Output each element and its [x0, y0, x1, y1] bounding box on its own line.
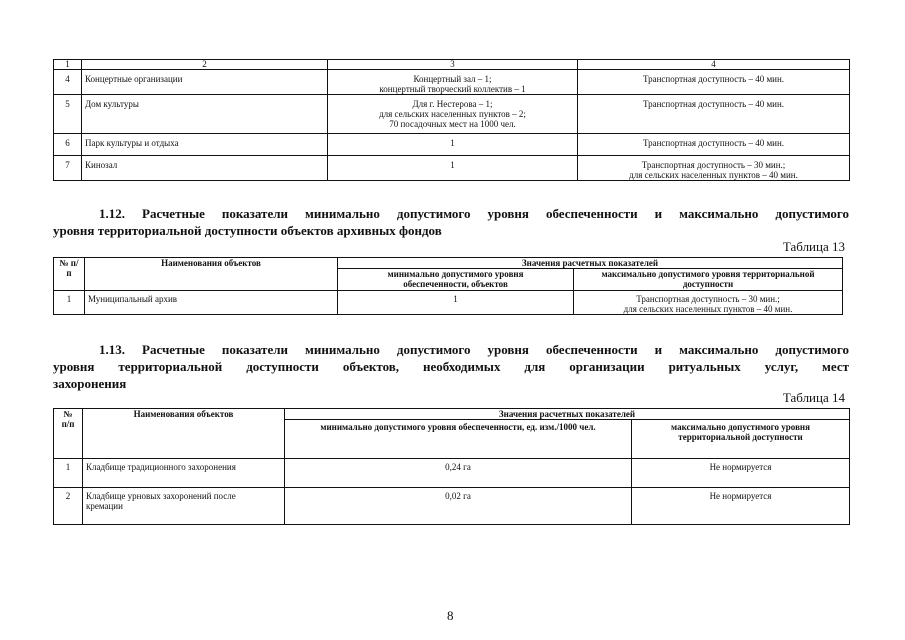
col-max-header: [632, 420, 850, 459]
max-value: [578, 70, 850, 95]
header-line: №: [63, 409, 73, 419]
max-value: [578, 156, 850, 181]
table-row: [54, 70, 850, 95]
min-value-line: концертный творческий коллектив – 1: [379, 84, 526, 94]
table-header-row: [54, 258, 843, 269]
min-value: 0,02 га: [285, 488, 632, 525]
min-value: 0,24 га: [285, 459, 632, 488]
min-value-line: 1: [450, 160, 455, 170]
min-value: 1: [338, 291, 574, 315]
object-name-line: Кладбище урновых захоронений после: [86, 491, 236, 501]
heading-line: 1.13. Расчетные показатели минимально допустимого уровня обеспеченности и максимально допустимого: [99, 342, 849, 357]
max-value: Не нормируется: [632, 488, 850, 525]
object-name: [83, 488, 285, 525]
object-name: Концертные организации: [82, 70, 328, 95]
max-value-line: Транспортная доступность – 30 мин.;: [641, 160, 786, 170]
object-name: Парк культуры и отдыха: [82, 134, 328, 156]
table-row: [54, 291, 843, 315]
max-value-line: Транспортная доступность – 40 мин.: [642, 99, 785, 109]
row-number: 1: [54, 459, 83, 488]
min-value: [328, 95, 578, 134]
table-14-caption: Таблица 14: [782, 390, 845, 405]
col-name-header: Наименования объектов: [83, 409, 285, 459]
row-number: 1: [54, 291, 85, 315]
max-value-line: Транспортная доступность – 40 мин.: [642, 138, 785, 148]
max-value: [578, 134, 850, 156]
header-line: доступности: [682, 279, 734, 289]
min-value-line: 1: [450, 138, 455, 148]
object-name: Дом культуры: [82, 95, 328, 134]
table-row: [54, 156, 850, 181]
section-1-13-heading: [53, 341, 849, 392]
table-14: [53, 408, 850, 525]
section-1-12-heading: [53, 205, 849, 239]
header-line: п/п: [61, 419, 75, 429]
table-row: [54, 95, 850, 134]
table-row: [54, 488, 850, 525]
header-line: минимально допустимого уровня: [387, 269, 524, 279]
row-number: 7: [54, 156, 82, 181]
object-name-line: кремации: [86, 501, 123, 511]
object-name: Муниципальный архив: [85, 291, 338, 315]
col-values-header: Значения расчетных показателей: [285, 409, 850, 420]
max-value: Не нормируется: [632, 459, 850, 488]
table-header-row: [54, 409, 850, 420]
table-13: [53, 257, 843, 315]
max-value: [578, 95, 850, 134]
heading-line: 1.12. Расчетные показатели минимально допустимого уровня обеспеченности и максимально допустимого: [99, 206, 849, 221]
col-number-header: [54, 409, 83, 459]
table-12-continuation: [53, 59, 850, 181]
page-number: 8: [447, 608, 454, 623]
min-value: [328, 156, 578, 181]
row-number: 2: [54, 488, 83, 525]
table-row: [54, 459, 850, 488]
heading-line: уровня территориальной доступности объектов архивных фондов: [53, 223, 442, 238]
min-value-line: Для г. Нестерова – 1;: [412, 99, 493, 109]
object-name: [83, 459, 285, 488]
min-value-line: Концертный зал – 1;: [413, 74, 492, 84]
row-number: 5: [54, 95, 82, 134]
max-value: [574, 291, 843, 315]
min-value: [328, 134, 578, 156]
heading-line: захоронения: [53, 376, 127, 391]
col-max-header: [574, 269, 843, 291]
min-value: [328, 70, 578, 95]
min-value-line: для сельских населенных пунктов – 2;: [379, 109, 526, 119]
heading-line: уровня территориальной доступности объектов, необходимых для организации ритуальных услуг, мест: [53, 359, 849, 374]
col-name-header: 2: [82, 60, 328, 70]
table-header-row: [54, 60, 850, 70]
object-name: Кинозал: [82, 156, 328, 181]
row-number: 4: [54, 70, 82, 95]
col-min-header: 3: [328, 60, 578, 70]
object-name-line: Кладбище традиционного захоронения: [86, 462, 236, 472]
table-row: [54, 134, 850, 156]
header-line: обеспеченности, объектов: [403, 279, 508, 289]
min-value-line: 70 посадочных мест на 1000 чел.: [389, 119, 516, 129]
col-min-header: [338, 269, 574, 291]
max-value-line: Транспортная доступность – 30 мин.;: [636, 294, 780, 304]
col-name-header: Наименования объектов: [85, 258, 338, 291]
max-value-line: Транспортная доступность – 40 мин.: [642, 74, 785, 84]
header-line: максимально допустимого уровня территориальной: [601, 269, 815, 279]
col-values-header: Значения расчетных показателей: [338, 258, 843, 269]
col-number-header: 1: [54, 60, 82, 70]
row-number: 6: [54, 134, 82, 156]
table-13-caption: Таблица 13: [782, 239, 845, 254]
header-line: максимально допустимого уровня: [671, 422, 810, 432]
col-min-header: минимально допустимого уровня обеспеченности, ед. изм./1000 чел.: [285, 420, 632, 459]
col-number-header: № п/п: [54, 258, 85, 291]
header-line: территориальной доступности: [678, 432, 803, 442]
col-max-header: 4: [578, 60, 850, 70]
max-value-line: для сельских населенных пунктов – 40 мин.: [623, 304, 793, 314]
max-value-line: для сельских населенных пунктов – 40 мин.: [629, 170, 798, 180]
